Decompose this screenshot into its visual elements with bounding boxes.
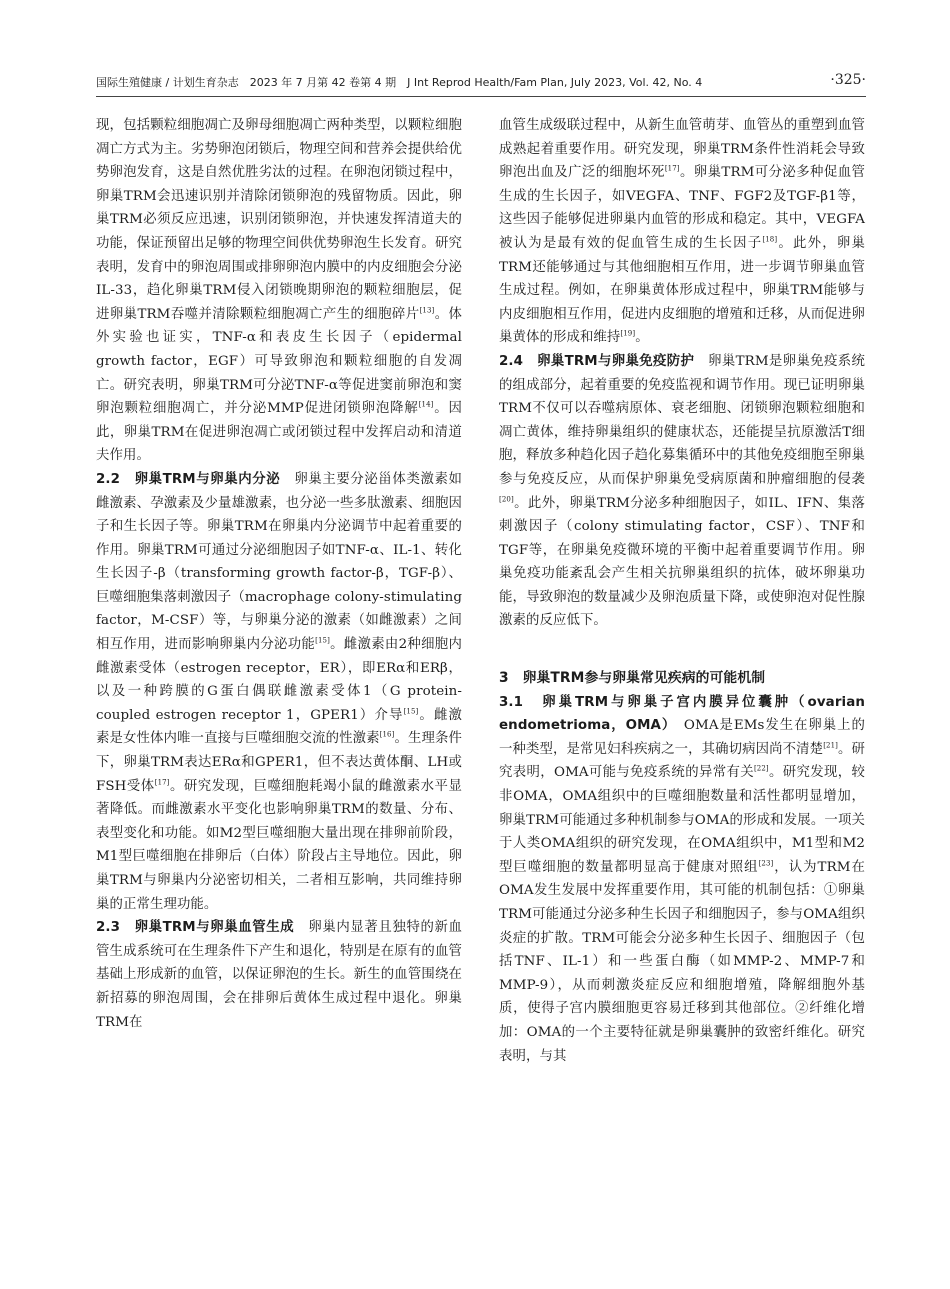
citation[interactable]: [16] <box>379 730 395 739</box>
journal-citation: 国际生殖健康 / 计划生育杂志 2023 年 7 月第 42 卷第 4 期 J Int Reprod Health/Fam Plan, July 2023, Vol. 42, No. 4 <box>96 76 703 89</box>
citation[interactable]: [21] <box>823 741 838 750</box>
section-heading: 2.3 卵巢TRM与卵巢血管生成 <box>96 920 295 936</box>
citation[interactable]: [19] <box>620 329 636 338</box>
citation[interactable]: [17] <box>154 778 170 787</box>
section-3-heading: 3 卵巢TRM参与卵巢常见疾病的可能机制 <box>499 670 766 687</box>
section-heading: 3.1 卵巢TRM与卵巢子宫内膜异位囊肿（ovarian endometrioma，OMA） <box>499 694 865 734</box>
header-rule <box>96 96 866 97</box>
paragraph-angiogenesis-cont: 血管生成级联过程中，从新生血管萌芽、血管丛的重塑到血管成熟起着重要作用。研究发现，卵巢TRM条件性消耗会导致卵泡出血及广泛的细胞坏死[17]。卵巢TRM可分泌多种促血管生成的生长因子，如VEGFA、TNF、FGF2及TGF-β1等，这些因子能够促进卵巢内血管的形成和稳定。其中，VEGFA被认为是最有效的促血管生成的生长因子[18]。此外，卵巢TRM还能够通过与其他细胞相互作用，进一步调节卵巢血管生成过程。例如，在卵巢黄体形成过程中，卵巢TRM能够与内皮细胞相互作用，促进内皮细胞的增殖和迁移，从而促进卵巢黄体的形成和维持[19]。 <box>499 118 865 346</box>
citation[interactable]: [23] <box>758 859 774 868</box>
citation[interactable]: [15] <box>403 707 419 716</box>
section-2-3: 2.3 卵巢TRM与卵巢血管生成 卵巢内显著且独特的新血管生成系统可在生理条件下产生和退化，特别是在原有的血管基础上形成新的血管，以保证卵泡的生长。新生的血管围绕在新招募的卵泡周围，会在排卵后黄体生成过程中退化。卵巢TRM在 <box>96 920 463 1030</box>
section-3-1: 3.1 卵巢TRM与卵巢子宫内膜异位囊肿（ovarian endometrioma，OMA） OMA是EMs发生在卵巢上的一种类型，是常见妇科疾病之一，其确切病因尚不清楚[21]。研究表明，OMA可能与免疫系统的异常有关[22]。研究发现，较非OMA，OMA组织中的巨噬细胞数量和活性都明显增加，卵巢TRM可能通过多种机制参与OMA的形成和发展。一项关于人类OMA组织的研究发现，在OMA组织中，M1型和M2型巨噬细胞的数量都明显高于健康对照组[23]，认为TRM在OMA发生发展中发挥重要作用，其可能的机制包括：①卵巢TRM可能通过分泌多种生长因子和细胞因子，参与OMA组织炎症的扩散。TRM可能会分泌多种生长因子、细胞因子（包括TNF、IL-1）和一些蛋白酶（如MMP-2、MMP-7和MMP-9），从而刺激炎症反应和细胞增殖，降解细胞外基质，使得子宫内膜细胞更容易迁移到其他部位。②纤维化增加：OMA的一个主要特征就是卵巢囊肿的致密纤维化。研究表明，与其 <box>499 694 866 1064</box>
paragraph-follicle-atresia: 现，包括颗粒细胞凋亡及卵母细胞凋亡两种类型，以颗粒细胞凋亡方式为主。劣势卵泡闭锁后，物理空间和营养会提供给优势卵泡发育，这是自然优胜劣汰的过程。在卵泡闭锁过程中，卵巢TRM会迅速识别并清除闭锁卵泡的残留物质。因此，卵巢TRM必须反应迅速，识别闭锁卵泡，并快速发挥清道夫的功能，保证预留出足够的物理空间供优势卵泡生长发育。研究表明，发育中的卵泡周围或排卵卵泡内膜中的内皮细胞会分泌IL-33，趋化卵巢TRM侵入闭锁晚期卵泡的颗粒细胞层，促进卵巢TRM吞噬并清除颗粒细胞凋亡产生的细胞碎片[13]。体外实验也证实，TNF-α和表皮生长因子（epidermal growth factor，EGF）可导致卵泡和颗粒细胞的自发凋亡。研究表明，卵巢TRM可分泌TNF-α等促进窦前卵泡和窦卵泡颗粒细胞凋亡，并分泌MMP促进闭锁卵泡降解[14]。因此，卵巢TRM在促进卵泡凋亡或闭锁过程中发挥启动和清道夫作用。 <box>96 118 463 464</box>
section-heading: 2.4 卵巢TRM与卵巢免疫防护 <box>499 353 695 369</box>
right-column <box>499 114 865 1068</box>
citation[interactable]: [18] <box>762 235 778 244</box>
running-header <box>96 72 866 96</box>
citation[interactable]: [14] <box>418 400 434 409</box>
section-heading: 2.2 卵巢TRM与卵巢内分泌 <box>96 471 281 487</box>
citation[interactable]: [13] <box>419 306 435 315</box>
citation[interactable]: [17] <box>664 164 680 173</box>
section-2-4: 2.4 卵巢TRM与卵巢免疫防护 卵巢TRM是卵巢免疫系统的组成部分，起着重要的免疫监视和调节作用。现已证明卵巢TRM不仅可以吞噬病原体、衰老细胞、闭锁卵泡颗粒细胞和凋亡黄体，维持卵巢组织的健康状态，还能提呈抗原激活T细胞，释放多种趋化因子趋化募集循环中的其他免疫细胞至卵巢参与免疫反应，从而保护卵巢免受病原菌和肿瘤细胞的侵袭[20]。此外，卵巢TRM分泌多种细胞因子，如IL、IFN、集落刺激因子（colony stimulating factor，CSF）、TNF和TGF等，在卵巢免疫微环境的平衡中起着重要调节作用。卵巢免疫功能紊乱会产生相关抗卵巢组织的抗体，破坏卵巢功能，导致卵泡的数量减少及卵泡质量下降，或使卵泡对促性腺激素的反应低下。 <box>499 353 865 629</box>
left-column <box>96 114 462 1034</box>
citation[interactable]: [15] <box>315 636 330 645</box>
section-2-2: 2.2 卵巢TRM与卵巢内分泌 卵巢主要分泌甾体类激素如雌激素、孕激素及少量雄激素，也分泌一些多肽激素、细胞因子和生长因子等。卵巢TRM在卵巢内分泌调节中起着重要的作用。卵巢TRM可通过分泌细胞因子如TNF-α、IL-1、转化生长因子-β（transforming growth factor-β，TGF-β）、巨噬细胞集落刺激因子（macrophage colony-stimulating factor，M-CSF）等，与卵巢分泌的激素（如雌激素）之间相互作用，进而影响卵巢内分泌功能[15]。雌激素由2种细胞内雌激素受体（estrogen receptor，ER），即ERα和ERβ，以及一种跨膜的G蛋白偶联雌激素受体1（G protein-coupled estrogen receptor 1，GPER1）介导[15]。雌激素是女性体内唯一直接与巨噬细胞交流的性激素[16]。生理条件下，卵巢TRM表达ERα和GPER1，但不表达黄体酮、LH或FSH受体[17]。研究发现，巨噬细胞耗竭小鼠的雌激素水平显著降低。而雌激素水平变化也影响卵巢TRM的数量、分布、表型变化和功能。如M2型巨噬细胞大量出现在排卵前阶段，M1型巨噬细胞在排卵后（白体）阶段占主导地位。因此，卵巢TRM与卵巢内分泌密切相关，二者相互影响，共同维持卵巢的正常生理功能。 <box>96 471 462 912</box>
citation[interactable]: [20] <box>499 495 514 504</box>
page-number: ·325· <box>830 72 866 88</box>
citation[interactable]: [22] <box>753 764 769 773</box>
